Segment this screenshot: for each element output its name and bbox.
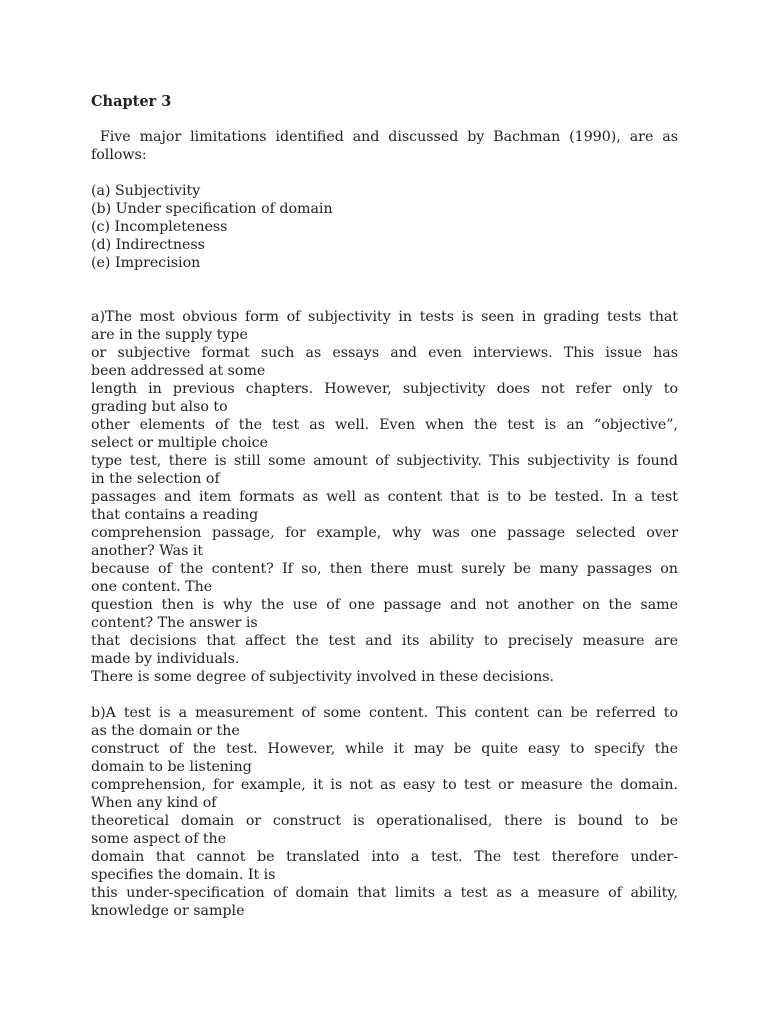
paragraph-under-specification [91,704,678,920]
paragraph-line: a)The most obvious form of subjectivity in tests is seen in grading tests that [91,309,678,325]
paragraph-line: some aspect of the [91,831,227,847]
intro-line: follows: [91,147,147,163]
paragraph-line: theoretical domain or construct is operationalised, there is bound to be [91,813,678,829]
paragraph-line: grading but also to [91,399,228,415]
list-item: (c) Incompleteness [91,219,228,235]
paragraph-line: been addressed at some [91,363,266,379]
paragraph-line: content? The answer is [91,615,258,631]
paragraph-line: made by individuals. [91,651,240,667]
paragraph-line: one content. The [91,579,213,595]
paragraph-line: or subjective format such as essays and even interviews. This issue has [91,345,678,361]
document-page [91,92,678,920]
list-item: (a) Subjectivity [91,183,201,199]
paragraph-line: another? Was it [91,543,204,559]
intro-line: Five major limitations identified and discussed by Bachman (1990), are as [91,129,678,145]
paragraph-line: comprehension, for example, it is not as easy to test or measure the domain. [91,777,678,793]
paragraph-line: knowledge or sample [91,903,245,919]
paragraph-line: that contains a reading [91,507,259,523]
paragraph-line: b)A test is a measurement of some content. This content can be referred to [91,705,678,721]
paragraph-line: as the domain or the [91,723,240,739]
paragraph-line: this under-specification of domain that limits a test as a measure of ability, [91,885,678,901]
paragraph-line: specifies the domain. It is [91,867,276,883]
paragraph-line: type test, there is still some amount of subjectivity. This subjectivity is found [91,453,678,469]
paragraph-line: When any kind of [91,795,217,811]
limitations-list [91,182,678,272]
list-item: (b) Under specification of domain [91,201,333,217]
paragraph-line: domain to be listening [91,759,252,775]
paragraph-line: question then is why the use of one passage and not another on the same [91,597,678,613]
paragraph-line: are in the supply type [91,327,248,343]
list-item: (d) Indirectness [91,237,205,253]
paragraph-line: in the selection of [91,471,220,487]
paragraph-line: domain that cannot be translated into a test. The test therefore under- [91,849,678,865]
list-item: (e) Imprecision [91,255,201,271]
paragraph-line: length in previous chapters. However, subjectivity does not refer only to [91,381,678,397]
paragraph-line: because of the content? If so, then there must surely be many passages on [91,561,678,577]
paragraph-line: that decisions that affect the test and its ability to precisely measure are [91,633,678,649]
paragraph-line: construct of the test. However, while it may be quite easy to specify the [91,741,678,757]
paragraph-line: other elements of the test as well. Even when the test is an “objective”, [91,417,678,433]
intro-paragraph [91,128,678,164]
chapter-title: Chapter 3 [91,93,172,110]
paragraph-line: comprehension passage, for example, why was one passage selected over [91,525,678,541]
paragraph-line: select or multiple choice [91,435,268,451]
paragraph-line: There is some degree of subjectivity involved in these decisions. [91,669,555,685]
paragraph-subjectivity [91,308,678,686]
paragraph-line: passages and item formats as well as content that is to be tested. In a test [91,489,678,505]
